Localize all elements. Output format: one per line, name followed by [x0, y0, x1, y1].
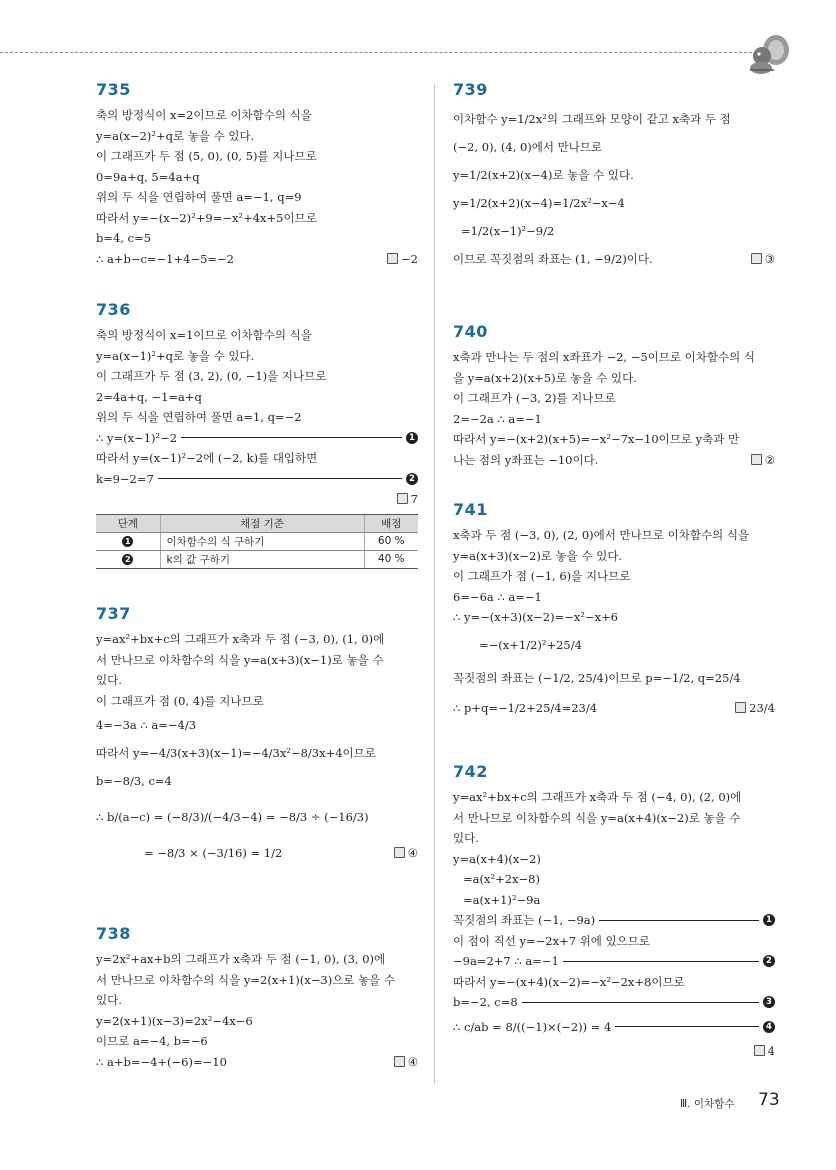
solution-line: y=1/2(x+2)(x−4)=1/2x²−x−4 — [453, 196, 625, 210]
solution-line: 을 y=a(x+2)(x+5)로 놓을 수 있다. — [453, 370, 637, 385]
step-marker: 1 — [763, 914, 775, 926]
answer-value: −2 — [401, 251, 418, 266]
answer-box-icon — [751, 454, 762, 465]
answer-box-icon — [397, 493, 408, 504]
answer-mark — [394, 1052, 418, 1073]
solution-line: y=1/2(x+2)(x−4)로 놓을 수 있다. — [453, 168, 634, 182]
solution-line: 서 만나므로 이차함수의 식을 y=2(x+1)(x−3)으로 놓을 수 — [96, 972, 396, 987]
solution-line: 이 그래프가 두 점 (5, 0), (0, 5)를 지나므로 — [96, 149, 317, 163]
leader-line — [181, 437, 402, 438]
solution-line-final — [453, 450, 775, 471]
solution-line: x축과 두 점 (−3, 0), (2, 0)에서 만나므로 이차함수의 식을 — [453, 528, 750, 542]
solution-line: y=a(x−1)²+q로 놓을 수 있다. — [96, 348, 255, 363]
solution-line: 0=9a+q, 5=4a+q — [96, 169, 200, 184]
solution-text: 나는 점의 y좌표는 −10이다. — [453, 452, 599, 467]
problem-737 — [96, 604, 418, 867]
answer-box-icon — [394, 1056, 405, 1067]
problem-number: 735 — [96, 80, 131, 99]
table-cell: 60 % — [364, 532, 418, 550]
answer-value: ④ — [407, 846, 418, 860]
leader-line — [158, 478, 402, 479]
solution-line: =a(x²+2x−8) — [463, 872, 540, 886]
step-marker: 3 — [763, 996, 775, 1008]
answer-mark — [735, 694, 775, 722]
solution-line: 이차함수 y=1/2x²의 그래프와 모양이 같고 x축과 두 점 — [453, 112, 731, 126]
page-number: 73 — [758, 1090, 780, 1110]
column-divider — [434, 84, 435, 1084]
solution-line: 따라서 y=(x−1)²−2에 (−2, k)를 대입하면 — [96, 451, 318, 465]
answer-box-icon — [751, 253, 762, 264]
solution-line: 있다. — [96, 993, 122, 1007]
solution-line: y=2x²+ax+b의 그래프가 x축과 두 점 (−1, 0), (3, 0)에 — [96, 952, 386, 966]
problem-740 — [453, 322, 775, 470]
solution-line: y=a(x−2)²+q로 놓을 수 있다. — [96, 128, 255, 143]
problem-number: 738 — [96, 924, 131, 943]
top-dashed-rule — [0, 52, 752, 53]
answer-mark — [754, 1041, 775, 1062]
leader-line — [615, 1026, 759, 1027]
solution-line-final — [96, 1052, 418, 1073]
answer-mark — [751, 245, 775, 273]
solution-line: 위의 두 식을 연립하여 풀면 a=1, q=−2 — [96, 410, 302, 424]
solution-line: 꼭짓점의 좌표는 (−1/2, 25/4)이므로 p=−1/2, q=25/4 — [453, 670, 741, 685]
solution-text: 이므로 꼭짓점의 좌표는 (1, −9/2)이다. — [453, 252, 653, 266]
solution-line: 2=4a+q, −1=a+q — [96, 389, 202, 404]
table-row — [96, 550, 418, 568]
problem-738 — [96, 924, 418, 1072]
answer-row — [453, 1041, 775, 1062]
squirrel-mascot-icon — [744, 30, 792, 76]
solution-line-final — [96, 249, 418, 270]
step-text: ∴ y=(x−1)²−2 — [96, 430, 178, 445]
step-text: 꼭짓점의 좌표는 (−1, −9a) — [453, 913, 596, 927]
solution-line: 따라서 y=−4/3(x+3)(x−1)=−4/3x²−8/3x+4이므로 — [96, 746, 376, 760]
solution-line: =−(x+1/2)²+25/4 — [479, 637, 582, 652]
step-text: k=9−2=7 — [96, 471, 154, 486]
answer-mark — [387, 249, 418, 270]
solution-line: y=ax²+bx+c의 그래프가 x축과 두 점 (−3, 0), (1, 0)에 — [96, 632, 385, 646]
solution-line-final — [453, 694, 775, 722]
solution-line: 서 만나므로 이차함수의 식을 y=a(x+4)(x−2)로 놓을 수 — [453, 810, 741, 825]
solution-line: =1/2(x−1)²−9/2 — [461, 224, 555, 238]
solution-line: 이 그래프가 (−3, 2)를 지나므로 — [453, 391, 616, 405]
solution-line: 축의 방정식이 x=1이므로 이차함수의 식을 — [96, 328, 312, 342]
table-row — [96, 532, 418, 550]
solution-line: 따라서 y=−(x+4)(x−2)=−x²−2x+8이므로 — [453, 974, 685, 989]
solution-line: y=a(x+4)(x−2) — [453, 851, 541, 866]
solution-line-final — [96, 839, 418, 867]
solution-line: 따라서 y=−(x+2)(x+5)=−x²−7x−10이므로 y축과 만 — [453, 432, 740, 446]
table-cell-step — [96, 550, 160, 568]
step-line-4 — [453, 1013, 775, 1041]
step-marker: 2 — [122, 554, 133, 565]
grading-table — [96, 514, 418, 569]
solution-line: 이 그래프가 두 점 (3, 2), (0, −1)을 지나므로 — [96, 369, 327, 383]
solution-line: 위의 두 식을 연립하여 풀면 a=−1, q=9 — [96, 190, 302, 204]
solution-text: = −8/3 × (−3/16) = 1/2 — [144, 846, 283, 860]
answer-mark — [751, 450, 775, 471]
step-marker: 1 — [406, 432, 418, 444]
step-text: −9a=2+7 ∴ a=−1 — [453, 954, 559, 968]
solution-line: 이 그래프가 점 (−1, 6)을 지나므로 — [453, 569, 631, 583]
step-line-1 — [453, 910, 775, 931]
step-marker: 2 — [763, 955, 775, 967]
solution-line: 6=−6a ∴ a=−1 — [453, 589, 542, 604]
solution-line: ∴ y=−(x+3)(x−2)=−x²−x+6 — [453, 610, 619, 624]
problem-number: 742 — [453, 762, 488, 781]
solution-line: 2=−2a ∴ a=−1 — [453, 411, 542, 426]
answer-value: ④ — [407, 1054, 418, 1069]
problem-number: 740 — [453, 322, 488, 341]
table-header: 채점 기준 — [160, 514, 364, 532]
solution-line: 서 만나므로 이차함수의 식을 y=a(x+3)(x−1)로 놓을 수 — [96, 652, 384, 667]
solution-line: 있다. — [96, 673, 122, 687]
answer-mark — [397, 489, 418, 510]
solution-text: ∴ a+b=−4+(−6)=−10 — [96, 1054, 227, 1069]
step-line-3 — [453, 992, 775, 1013]
problem-number: 741 — [453, 500, 488, 519]
table-header-row — [96, 514, 418, 532]
problem-735 — [96, 80, 418, 269]
solution-line: 이 점이 직선 y=−2x+7 위에 있으므로 — [453, 933, 650, 948]
problem-736 — [96, 300, 418, 569]
solution-line: y=a(x+3)(x−2)로 놓을 수 있다. — [453, 548, 623, 563]
answer-value: 7 — [410, 492, 418, 506]
solution-line: 따라서 y=−(x−2)²+9=−x²+4x+5이므로 — [96, 210, 317, 225]
problem-742 — [453, 762, 775, 1061]
table-header: 단계 — [96, 514, 160, 532]
answer-row — [96, 489, 418, 510]
answer-value: 23/4 — [749, 700, 775, 715]
answer-box-icon — [754, 1045, 765, 1056]
table-header: 배점 — [364, 514, 418, 532]
problem-739 — [453, 80, 775, 273]
solution-line: ∴ b/(a−c) = (−8/3)/(−4/3−4) = −8/3 ÷ (−16/3) — [96, 810, 369, 824]
problem-741 — [453, 500, 775, 722]
table-cell: k의 값 구하기 — [160, 550, 364, 568]
solution-line: =a(x+1)²−9a — [463, 892, 541, 907]
step-line-1 — [96, 428, 418, 449]
step-text: b=−2, c=8 — [453, 995, 518, 1009]
solution-line: 축의 방정식이 x=2이므로 이차함수의 식을 — [96, 108, 312, 122]
solution-line: (−2, 0), (4, 0)에서 만나므로 — [453, 140, 603, 154]
step-text: ∴ c/ab = 8/((−1)×(−2)) = 4 — [453, 1019, 612, 1034]
answer-mark — [394, 839, 418, 867]
solution-line: 이므로 a=−4, b=−6 — [96, 1034, 208, 1048]
problem-number: 736 — [96, 300, 131, 319]
answer-value: ③ — [764, 252, 775, 266]
answer-value: 4 — [767, 1043, 775, 1058]
solution-line: x축과 만나는 두 점의 x좌표가 −2, −5이므로 이차함수의 식 — [453, 350, 755, 364]
leader-line — [522, 1002, 759, 1003]
answer-value: ② — [764, 452, 775, 467]
table-cell-step — [96, 532, 160, 550]
solution-text: ∴ p+q=−1/2+25/4=23/4 — [453, 700, 598, 715]
leader-line — [563, 961, 759, 962]
answer-box-icon — [394, 847, 405, 858]
leader-line — [599, 920, 759, 921]
table-cell: 이차함수의 식 구하기 — [160, 532, 364, 550]
chapter-footer: Ⅲ. 이차함수 — [680, 1098, 735, 1110]
solution-line-final — [453, 245, 775, 273]
step-marker: 2 — [406, 473, 418, 485]
problem-number: 737 — [96, 604, 131, 623]
answer-box-icon — [387, 253, 398, 264]
step-marker: 1 — [122, 536, 133, 547]
solution-text: ∴ a+b−c=−1+4−5=−2 — [96, 251, 234, 266]
solution-line: 4=−3a ∴ a=−4/3 — [96, 718, 197, 732]
solution-line: y=2(x+1)(x−3)=2x²−4x−6 — [96, 1013, 253, 1028]
answer-box-icon — [735, 702, 746, 713]
solution-line: b=−8/3, c=4 — [96, 774, 172, 788]
table-cell: 40 % — [364, 550, 418, 568]
step-marker: 4 — [763, 1021, 775, 1033]
step-line-2 — [453, 951, 775, 972]
solution-line: y=ax²+bx+c의 그래프가 x축과 두 점 (−4, 0), (2, 0)에 — [453, 790, 742, 804]
step-line-2 — [96, 469, 418, 490]
solution-line: 있다. — [453, 831, 479, 845]
solution-line: b=4, c=5 — [96, 231, 152, 245]
solution-line: 이 그래프가 점 (0, 4)를 지나므로 — [96, 693, 264, 708]
problem-number: 739 — [453, 80, 488, 99]
